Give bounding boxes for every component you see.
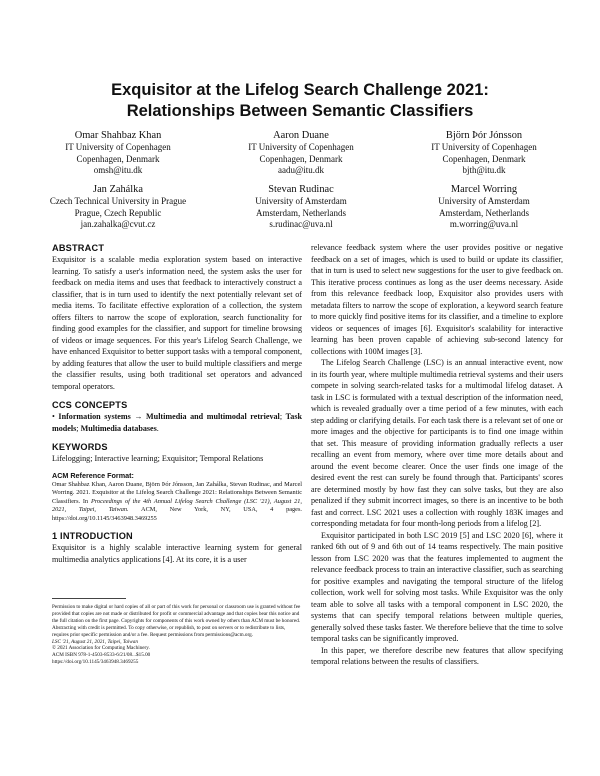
ccs-term: Multimedia databases	[80, 423, 157, 433]
title-line-1: Exquisitor at the Lifelog Search Challenge 2021:	[111, 81, 489, 99]
author-affiliation: University of Amsterdam	[255, 196, 347, 206]
author-name: Björn Þór Jónsson	[445, 130, 523, 141]
abstract-text: Exquisitor is a scalable media exploration system based on interactive learning. To satisfy a user's information need, the system asks the user for feedback on media items and uses that feedback to interactively construct a classifier, that is in turn used to identify the next potentially relevant set of media items. To facilitate effective exploration of a collection, the system offers filters to narrow the scope of exploration, search functionality for finding good examples for the classifier, and support for timeline browsing of videos or image sequences. For this year's Lifelog Search Challenge, we have enhanced Exquisitor to better support tasks with a temporal component, by adding features that allow the user to build multiple classifiers and merge the classifier results, using both traditional set operators and advanced temporal operators.	[52, 255, 302, 391]
introduction-heading: 1 INTRODUCTION	[52, 531, 133, 542]
ccs-heading: CCS CONCEPTS	[52, 400, 128, 410]
paper-title	[40, 80, 560, 122]
acm-reference-proceedings: Proceedings of the 4th Annual Lifelog Search Challenge (LSC '21), August 21, 2021, Taipei, Taiwan.	[52, 497, 302, 514]
title-line-2: Relationships Between Semantic Classifiers	[126, 102, 474, 120]
author-block	[18, 129, 218, 177]
author-name: Stevan Rudinac	[268, 184, 334, 195]
keywords-text: Lifelogging; Interactive learning; Exquisitor; Temporal Relations	[52, 454, 264, 463]
right-column	[311, 242, 563, 668]
acm-reference-text	[52, 481, 302, 524]
ccs-term: Information systems	[58, 412, 131, 421]
author-block	[384, 183, 584, 231]
author-email[interactable]: jan.zahalka@cvut.cz	[80, 219, 156, 230]
author-email[interactable]: m.worring@uva.nl	[449, 219, 519, 230]
permission-isbn: ACM ISBN 978-1-4503-8533-6/21/08...$15.00	[52, 652, 151, 659]
ccs-concepts: • Information systems → Multimedia and multimodal retrieval; Task models; Multimedia databases.	[52, 412, 302, 433]
permission-text: Permission to make digital or hard copies of all or part of this work for personal or classroom use is granted without fee provided that copies are not made or distributed for profit or commercial advantage and that copies bear this notice and the full citation on the first page. Copyrights for components of this work owned by others than ACM must be honored. Abstracting with credit is permitted. To copy otherwise, or republish, to post on servers or to redistribute to lists, requires prior specific permission and/or a fee. Request permissions from permissions@acm.org.	[52, 604, 301, 638]
ccs-term: Task models	[52, 412, 302, 433]
author-location: Amsterdam, Netherlands	[439, 207, 529, 218]
author-affiliation: IT University of Copenhagen	[65, 142, 171, 152]
author-block	[201, 129, 401, 177]
permission-block	[52, 604, 302, 666]
author-affiliation: IT University of Copenhagen	[248, 142, 354, 152]
author-name: Marcel Worring	[450, 184, 518, 195]
author-location: Amsterdam, Netherlands	[256, 207, 346, 218]
introduction-text: Exquisitor is a highly scalable interactive learning system for general multimedia analytics applications [4]. At its core, it is a user	[52, 543, 302, 564]
author-affiliation: Czech Technical University in Prague	[49, 196, 187, 206]
paragraph: In this paper, we therefore describe new features that allow specifying temporal relations between the results of classifiers.	[311, 645, 563, 666]
author-location: Prague, Czech Republic	[74, 207, 162, 218]
author-name: Omar Shahbaz Khan	[74, 130, 162, 141]
author-email[interactable]: omsh@itu.dk	[93, 165, 143, 176]
author-location: Copenhagen, Denmark	[76, 153, 160, 164]
author-location: Copenhagen, Denmark	[259, 153, 343, 164]
acm-reference-plain: Omar Shahbaz Khan, Aaron Duane, Björn Þór Jónsson, Jan Zahálka, Stevan Rudinac, and Marcel Worring. 2021. Exquisitor at the Lifelog Search Challenge 2021: Relationships Between Semantic Classifiers. In	[52, 480, 302, 505]
author-email[interactable]: aadu@itu.dk	[277, 165, 325, 176]
bullet-glyph: •	[52, 412, 55, 421]
left-column	[52, 242, 302, 565]
author-email[interactable]: s.rudinac@uva.nl	[269, 219, 333, 230]
author-name: Aaron Duane	[273, 130, 329, 141]
author-name: Jan Zahálka	[93, 184, 143, 195]
permission-venue: LSC '21, August 21, 2021, Taipei, Taiwan	[52, 638, 138, 645]
author-block	[18, 183, 218, 231]
author-email[interactable]: bjth@itu.dk	[462, 165, 506, 176]
author-affiliation: University of Amsterdam	[438, 196, 530, 206]
author-block	[201, 183, 401, 231]
acm-reference-heading: ACM Reference Format:	[52, 470, 134, 480]
permission-copyright: © 2021 Association for Computing Machinery.	[52, 645, 150, 652]
paragraph: Exquisitor participated in both LSC 2019 [5] and LSC 2020 [6], where it ranked 6th out of 9 and 6th out of 14 teams respectively. The main positive lesson from LSC 2020 was that the features implemented to augment the relevance feedback process to train an interactive classifier, such as searching for positive examples and navigating the temporal structure of the lifelog collection, work well for solving most tasks. While Exquisitor was the only team able to solve all tasks with a temporal component in LSC 2020, the systems that can specify temporal relations between multiple queries, generally solved these tasks faster. We therefore believe that the time to solve temporal tasks can be significantly improved.	[311, 530, 563, 643]
author-block	[384, 129, 584, 177]
ccs-term: Multimedia and multimodal retrieval	[146, 412, 280, 421]
permission-doi[interactable]: https://doi.org/10.1145/3463948.3469255	[52, 659, 139, 666]
footnote-divider	[52, 598, 126, 599]
arrow-icon: →	[134, 412, 143, 421]
author-affiliation: IT University of Copenhagen	[431, 142, 537, 152]
keywords-heading: KEYWORDS	[52, 442, 108, 452]
paragraph: The Lifelog Search Challenge (LSC) is an annual interactive event, now in its fourth year, where multiple multimedia retrieval systems and their users compete in solving search-related tasks for a multimodal lifelog dataset. A task in LSC is formulated with a textual description of the information need, which is revealed gradually over a time period of a few minutes, with each step adding or clarifying details. For each task there is a relevant set of one or more images and the objective for participants is to find one image within that set. This measure of providing information gradually reflects a user recalling an event from memory, where over time more details about and around the event become clearer. Once the user finds one image of the desired event the rest can surely be found through that. Participants' scores are determined mostly by how fast they can solve tasks, but they are also penalized if they submit incorrect images, so there is an incentive to be both fast and correct. LSC 2021 uses a collection with roughly 183K images and corresponding metadata for four month-long periods from a lifelog [2].	[311, 358, 563, 528]
paragraph: relevance feedback system where the user provides positive or negative feedback on a set of images, which is used to build or update its classifier, that in turn is used to select new suggestions for the user to give feedback on. This iterative process continues as long as the user deems necessary. Aside from this relevance feedback loop, Exquisitor also provides users with metadata filters to narrow the scope of exploration, a keyword search feature to more quickly find positive items for its classifier, and a timeline to explore videos or sequences of images [6]. Exquisitor's scalability for interactive learning has been proven capable of achieving sub-second latency for collections with 100M images [3].	[311, 243, 563, 356]
acm-reference-doi[interactable]: ACM, New York, NY, USA, 4 pages. https://doi.org/10.1145/3463948.3469255	[52, 506, 302, 522]
abstract-heading: ABSTRACT	[52, 243, 105, 253]
author-location: Copenhagen, Denmark	[442, 153, 526, 164]
